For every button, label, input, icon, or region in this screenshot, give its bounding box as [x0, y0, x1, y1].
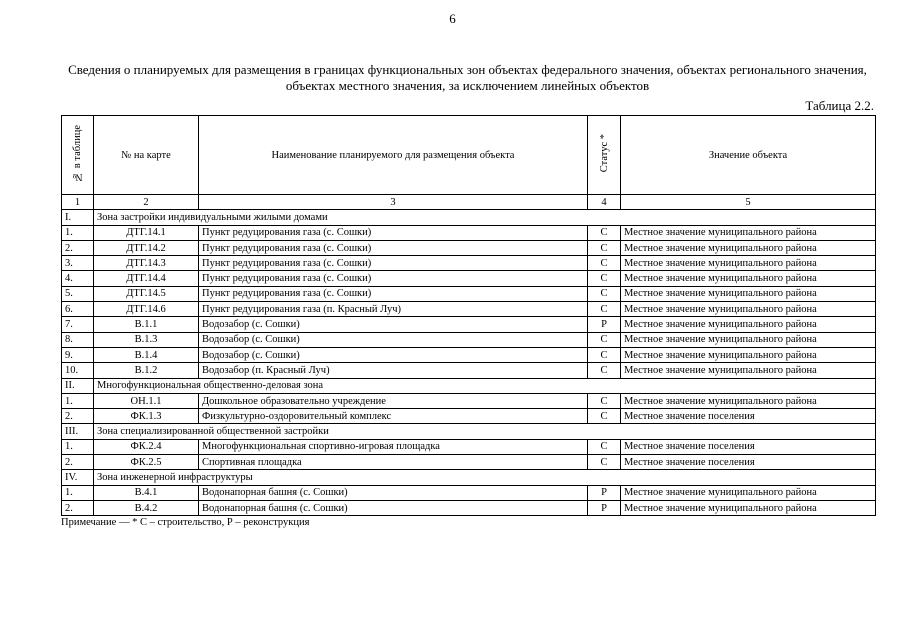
row-number: 2. [62, 500, 94, 515]
object-name: Спортивная площадка [199, 455, 588, 470]
section-row [62, 210, 876, 225]
object-status: С [588, 393, 621, 408]
object-name: Пункт редуцирования газа (с. Сошки) [199, 271, 588, 286]
object-status: С [588, 332, 621, 347]
object-significance: Местное значение муниципального района [621, 256, 876, 271]
map-number: В.1.4 [94, 347, 199, 362]
objects-table [61, 115, 876, 516]
section-row [62, 378, 876, 393]
row-number: 10. [62, 363, 94, 378]
object-name: Пункт редуцирования газа (с. Сошки) [199, 256, 588, 271]
object-status: С [588, 302, 621, 317]
object-status: С [588, 347, 621, 362]
page-number: 6 [449, 11, 456, 26]
table-row [62, 485, 876, 500]
map-number: В.4.2 [94, 500, 199, 515]
section-number: III. [62, 424, 94, 439]
header-status-label: Статус * [598, 133, 610, 173]
section-title: Зона специализированной общественной застройки [94, 424, 876, 439]
row-number: 2. [62, 409, 94, 424]
header-name: Наименование планируемого для размещения объекта [199, 116, 588, 195]
table-row [62, 500, 876, 515]
object-significance: Местное значение муниципального района [621, 317, 876, 332]
column-number: 5 [621, 195, 876, 210]
row-number: 2. [62, 455, 94, 470]
object-name: Пункт редуцирования газа (с. Сошки) [199, 225, 588, 240]
table-caption: Таблица 2.2. [805, 98, 874, 113]
object-status: Р [588, 317, 621, 332]
row-number: 1. [62, 393, 94, 408]
section-number: IV. [62, 470, 94, 485]
object-name: Пункт редуцирования газа (п. Красный Луч) [199, 302, 588, 317]
map-number: В.1.3 [94, 332, 199, 347]
map-number: ДТГ.14.6 [94, 302, 199, 317]
object-significance: Местное значение муниципального района [621, 500, 876, 515]
object-significance: Местное значение поселения [621, 455, 876, 470]
row-number: 9. [62, 347, 94, 362]
map-number: ОН.1.1 [94, 393, 199, 408]
object-significance: Местное значение муниципального района [621, 332, 876, 347]
row-number: 4. [62, 271, 94, 286]
row-number: 3. [62, 256, 94, 271]
object-name: Водозабор (с. Сошки) [199, 347, 588, 362]
table-row [62, 393, 876, 408]
row-number: 6. [62, 302, 94, 317]
section-title: Зона инженерной инфраструктуры [94, 470, 876, 485]
object-significance: Местное значение муниципального района [621, 271, 876, 286]
row-number: 8. [62, 332, 94, 347]
map-number: ДТГ.14.1 [94, 225, 199, 240]
object-name: Дошкольное образовательно учреждение [199, 393, 588, 408]
row-number: 2. [62, 240, 94, 255]
map-number: ДТГ.14.5 [94, 286, 199, 301]
object-status: С [588, 439, 621, 454]
map-number: ФК.2.4 [94, 439, 199, 454]
column-number-row [62, 195, 876, 210]
table-row [62, 409, 876, 424]
map-number: В.1.2 [94, 363, 199, 378]
map-number: ФК.1.3 [94, 409, 199, 424]
table-row [62, 347, 876, 362]
row-number: 1. [62, 485, 94, 500]
object-status: Р [588, 500, 621, 515]
section-number: I. [62, 210, 94, 225]
object-status: С [588, 240, 621, 255]
header-num [62, 116, 94, 195]
object-status: Р [588, 485, 621, 500]
column-number: 1 [62, 195, 94, 210]
object-name: Водонапорная башня (с. Сошки) [199, 500, 588, 515]
object-name: Водонапорная башня (с. Сошки) [199, 485, 588, 500]
map-number: ДТГ.14.2 [94, 240, 199, 255]
table-row [62, 286, 876, 301]
object-name: Пункт редуцирования газа (с. Сошки) [199, 286, 588, 301]
object-name: Многофункциональная спортивно-игровая площадка [199, 439, 588, 454]
table-row [62, 455, 876, 470]
object-significance: Местное значение муниципального района [621, 240, 876, 255]
table-row [62, 302, 876, 317]
object-name: Водозабор (с. Сошки) [199, 317, 588, 332]
object-status: С [588, 409, 621, 424]
object-status: С [588, 363, 621, 378]
section-number: II. [62, 378, 94, 393]
column-number: 2 [94, 195, 199, 210]
map-number: ФК.2.5 [94, 455, 199, 470]
table-row [62, 271, 876, 286]
row-number: 5. [62, 286, 94, 301]
map-number: ДТГ.14.3 [94, 256, 199, 271]
table-row [62, 317, 876, 332]
object-name: Водозабор (с. Сошки) [199, 332, 588, 347]
section-title: Зона застройки индивидуальными жилыми домами [94, 210, 876, 225]
column-number: 4 [588, 195, 621, 210]
object-significance: Местное значение поселения [621, 409, 876, 424]
map-number: ДТГ.14.4 [94, 271, 199, 286]
object-status: С [588, 225, 621, 240]
section-row [62, 424, 876, 439]
row-number: 7. [62, 317, 94, 332]
object-significance: Местное значение муниципального района [621, 347, 876, 362]
object-name: Физкультурно-оздоровительный комплекс [199, 409, 588, 424]
object-significance: Местное значение муниципального района [621, 286, 876, 301]
section-row [62, 470, 876, 485]
table-row [62, 363, 876, 378]
table-row [62, 240, 876, 255]
object-significance: Местное значение поселения [621, 439, 876, 454]
table-body [62, 195, 876, 516]
object-status: С [588, 286, 621, 301]
table-row [62, 439, 876, 454]
map-number: В.1.1 [94, 317, 199, 332]
table-row [62, 256, 876, 271]
header-significance: Значение объекта [621, 116, 876, 195]
object-status: С [588, 271, 621, 286]
column-number: 3 [199, 195, 588, 210]
object-status: С [588, 256, 621, 271]
object-status: С [588, 455, 621, 470]
header-status [588, 116, 621, 195]
map-number: В.4.1 [94, 485, 199, 500]
object-significance: Местное значение муниципального района [621, 393, 876, 408]
object-name: Водозабор (п. Красный Луч) [199, 363, 588, 378]
object-significance: Местное значение муниципального района [621, 363, 876, 378]
table-row [62, 332, 876, 347]
row-number: 1. [62, 225, 94, 240]
object-significance: Местное значение муниципального района [621, 485, 876, 500]
object-significance: Местное значение муниципального района [621, 302, 876, 317]
object-name: Пункт редуцирования газа (с. Сошки) [199, 240, 588, 255]
row-number: 1. [62, 439, 94, 454]
table-note: Примечание — * С – строительство, Р – реконструкция [61, 517, 310, 528]
header-num-label: № в таблице [72, 124, 83, 182]
document-title: Сведения о планируемых для размещения в границах функциональных зон объектах федерального значения, объектах регионального значения, объектах местного значения, за исключением линейных объектов [68, 62, 867, 93]
object-significance: Местное значение муниципального района [621, 225, 876, 240]
header-map-no: № на карте [94, 116, 199, 195]
table-row [62, 225, 876, 240]
section-title: Многофункциональная общественно-деловая зона [94, 378, 876, 393]
table-header-row [62, 116, 876, 195]
